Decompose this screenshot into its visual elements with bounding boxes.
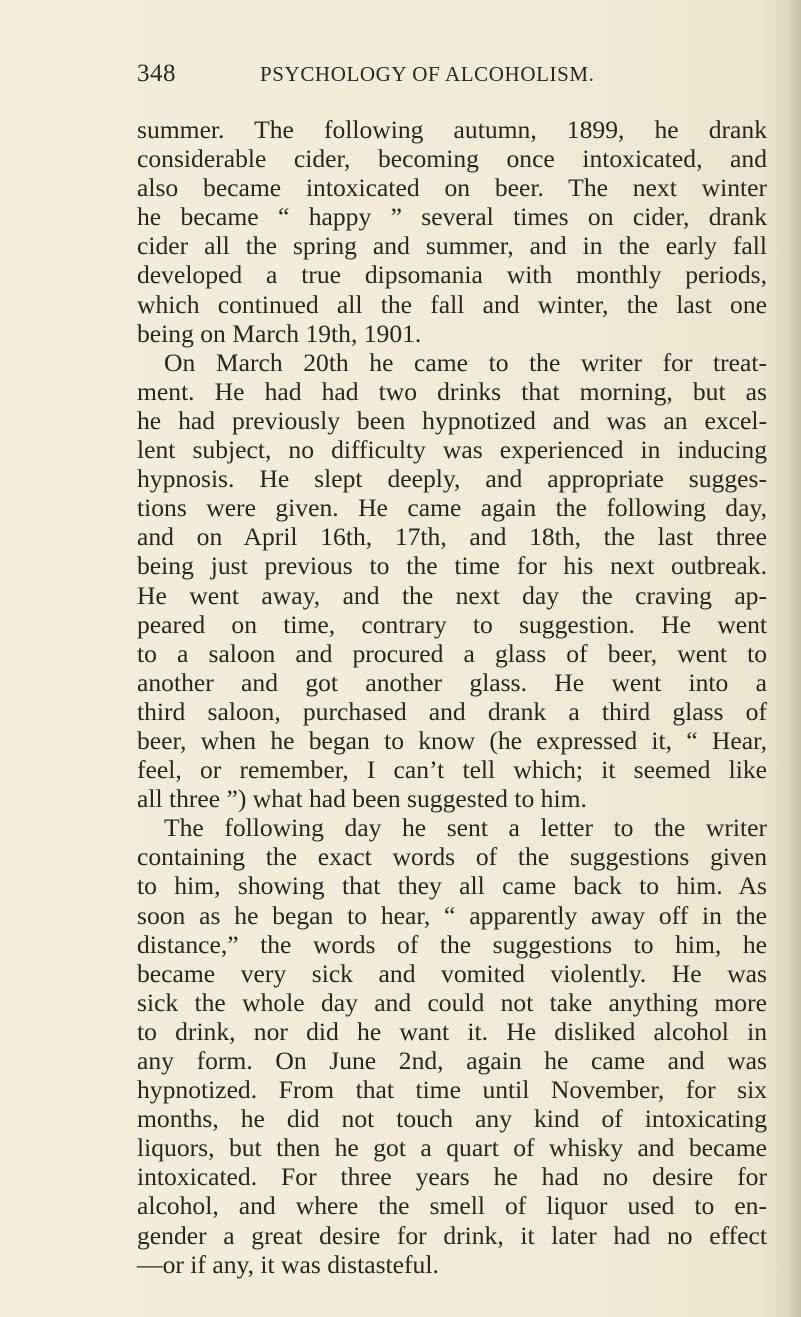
text-line: another and got another glass. He went into a	[137, 667, 767, 697]
text-line: ment. He had had two drinks that morning, but as	[137, 376, 767, 406]
text-line: tions were given. He came again the following day,	[137, 493, 767, 523]
text-line: sick the whole day and could not take anything more	[137, 987, 767, 1017]
text-line: considerable cider, becoming once intoxicated, and	[137, 144, 767, 174]
text-line: to him, showing that they all came back to him. As	[137, 871, 767, 901]
text-line: beer, when he began to know (he expressed it, “ Hear,	[137, 725, 767, 755]
text-line: feel, or remember, I can’t tell which; it seemed like	[137, 755, 767, 785]
text-line: third saloon, purchased and drank a third glass of	[137, 696, 767, 726]
text-line: —or if any, it was distasteful.	[137, 1249, 439, 1279]
text-line: gender a great desire for drink, it later had no effect	[137, 1220, 767, 1250]
text-line: developed a true dipsomania with monthly periods,	[137, 260, 767, 290]
text-line: distance,” the words of the suggestions to him, he	[137, 929, 767, 959]
text-line: containing the exact words of the suggestions given	[137, 842, 767, 872]
text-line: liquors, but then he got a quart of whisky and became	[137, 1133, 767, 1163]
page-edge-shadow	[787, 0, 801, 1317]
text-line: he had previously been hypnotized and was an excel-	[137, 405, 767, 435]
text-line: alcohol, and where the smell of liquor used to en-	[137, 1191, 767, 1221]
text-line: peared on time, contrary to suggestion. He went	[137, 609, 767, 639]
text-line: also became intoxicated on beer. The next winter	[137, 173, 767, 203]
text-line: he became “ happy ” several times on cider, drank	[137, 202, 767, 232]
text-line: lent subject, no difficulty was experienced in inducing	[137, 435, 767, 465]
text-line: became very sick and vomited violently. He was	[137, 958, 767, 988]
text-line: which continued all the fall and winter, the last one	[137, 289, 767, 319]
text-line: hypnosis. He slept deeply, and appropriate sugges-	[137, 464, 767, 494]
page-header	[137, 60, 767, 92]
text-line: any form. On June 2nd, again he came and was	[137, 1046, 767, 1075]
text-line: He went away, and the next day the craving ap-	[137, 580, 767, 610]
page-number: 348	[137, 60, 176, 87]
text-line: and on April 16th, 17th, and 18th, the last three	[137, 522, 767, 552]
text-line: intoxicated. For three years he had no desire for	[137, 1162, 767, 1192]
text-line: summer. The following autumn, 1899, he drank	[137, 115, 767, 144]
running-head: PSYCHOLOGY OF ALCOHOLISM.	[260, 62, 595, 86]
text-line: hypnotized. From that time until November, for six	[137, 1075, 767, 1105]
text-line: all three ”) what had been suggested to him.	[137, 784, 587, 814]
text-line: to drink, nor did he want it. He disliked alcohol in	[137, 1016, 767, 1046]
text-line: soon as he began to hear, “ apparently away off in the	[137, 900, 767, 930]
body-text	[137, 115, 767, 1279]
text-line: being on March 19th, 1901.	[137, 318, 422, 348]
text-line: The following day he sent a letter to the writer	[164, 813, 767, 843]
text-line: months, he did not touch any kind of intoxicating	[137, 1104, 767, 1134]
text-line: to a saloon and procured a glass of beer, went to	[137, 638, 767, 668]
text-line: cider all the spring and summer, and in the early fall	[137, 231, 767, 261]
text-line: On March 20th he came to the writer for treat-	[164, 347, 767, 377]
text-line: being just previous to the time for his next outbreak.	[137, 551, 767, 581]
